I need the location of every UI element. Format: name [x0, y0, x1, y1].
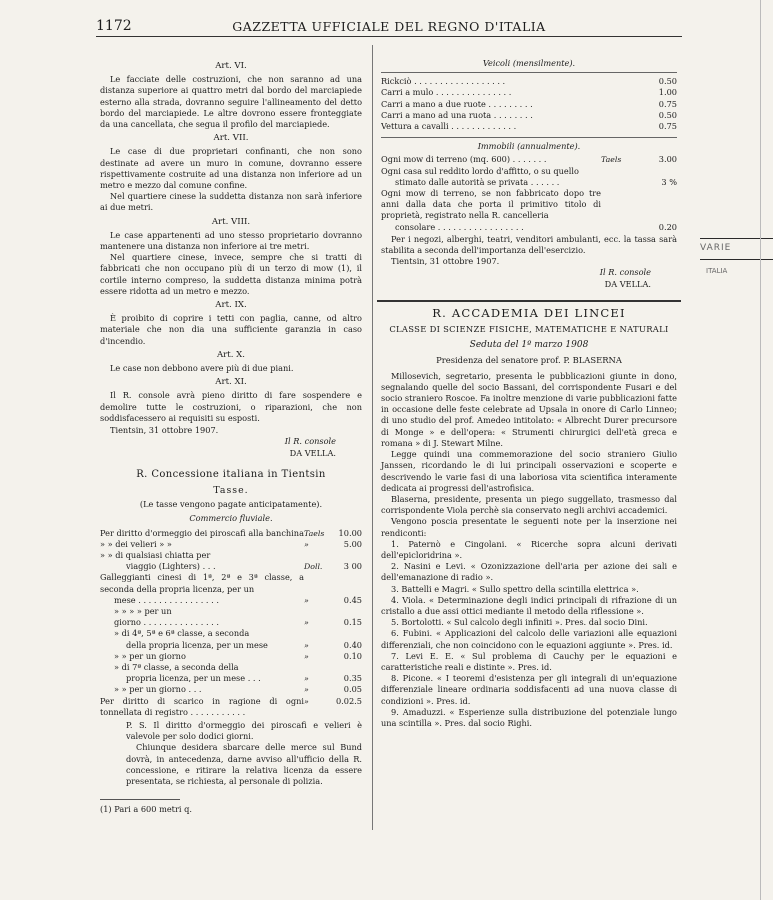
academy-note-item: 8. Picone. « I teoremi d'esistenza per gli integrali di un'equazione differenziale lineare ordinaria soddisfacenti ad una nuova classe di condizioni ». Pres. id. — [381, 673, 677, 706]
fee-row — [100, 561, 362, 572]
article-9-text: È proibito di coprire i tetti con paglia, canne, od altro materiale che non dia una sufficiente garanzia in caso d'incendio. — [100, 313, 362, 346]
academy-class: CLASSE DI SCIENZE FISICHE, MATEMATICHE E NATURALI — [389, 324, 669, 335]
fee-unit: » — [304, 674, 309, 684]
fee-value: 10.00 — [338, 527, 362, 538]
academy-para-3: Blaserna, presidente, presenta un piego suggellato, trasmesso dal corrispondente Viola perchè sia conservato negli archivi accademici. — [381, 493, 677, 516]
footnote: (1) Pari a 600 metri q. — [100, 804, 192, 815]
fee-value: 0.02.5 — [335, 695, 362, 706]
fee-unit: » — [304, 618, 309, 628]
notes-list — [381, 539, 677, 729]
fee-label: giorno . . . . . . . . . . . . . . . — [114, 617, 219, 628]
fee-label: » » di qualsiasi chiatta per — [100, 549, 211, 560]
immobili-label: Ogni casa sul reddito lordo d'affitto, o su quello — [381, 165, 579, 176]
fee-label: » » per un giorno . . . — [114, 684, 202, 695]
left-column — [100, 58, 362, 815]
immobili-value: 3.00 — [658, 154, 677, 165]
signature-name: DA VELLA. — [289, 447, 336, 458]
fee-unit: » — [304, 696, 309, 706]
fee-row — [100, 595, 362, 606]
fee-value: 0.40 — [343, 639, 362, 650]
veicoli-title: Veicoli (mensilmente). — [482, 58, 576, 68]
fee-row — [100, 606, 362, 617]
immobili-row — [381, 154, 677, 165]
academy-note-item: 7. Levi E. E. « Sul problema di Cauchy per le equazioni e caratteristiche reali e distinte ». Pres. id. — [381, 650, 677, 672]
right-column — [381, 58, 677, 729]
fee-label: » » per un giorno — [114, 650, 186, 661]
vehicle-label: Carri a mano a due ruote . . . . . . . . . — [381, 98, 533, 109]
fee-value: 0.10 — [343, 650, 362, 661]
immobili-label: consolare . . . . . . . . . . . . . . . . . — [395, 221, 524, 232]
fee-label: della propria licenza, per un mese — [126, 639, 268, 650]
fee-value: 0.05 — [343, 684, 362, 695]
fee-label: Per diritto di scarico in ragione di ogni tonnellata di registro . . . . . . . . . . . — [100, 695, 304, 717]
vehicle-row — [381, 110, 677, 121]
vehicle-value: 0.50 — [658, 109, 677, 120]
fee-label: Per diritto d'ormeggio dei piroscafi alla banchina — [100, 527, 304, 538]
academy-para-1: Millosevich, segretario, presenta le pubblicazioni giunte in dono, segnalando quelle del socio Bassani, del corrispondente Fusari e del socio straniero Roscoe. Fa inoltre menzione di varie pubblicazioni fatte in occasione delle feste celebrate ad Upsala in onore di Carlo Linneo; di uno studio del prof. Amedeo intitolato: « Albrecht Durer precursore di Monge » e dell'opera: « Strumenti chirurgici dell'età greca e romana » di J. Stewart Milne. — [381, 370, 677, 448]
article-8-text-1: Le case appartenenti ad uno stesso proprietario dovranno mantenere una distanza non inferiore ai tre metri. — [100, 229, 362, 252]
fee-unit: Doll. — [304, 562, 323, 572]
vehicle-value: 0.50 — [658, 76, 677, 87]
article-6-text: Le facciate delle costruzioni, che non saranno ad una distanza superiore ai quattro metri dal bordo del marciapiede esterno alla strada, dovranno seguire l'allineamento del detto bordo del marciapiede. Le altre dovrono essere fronteggiate da una cancellata, che segua il profilo del marciapiede. — [100, 74, 362, 130]
vehicle-row — [381, 87, 677, 98]
fee-row — [100, 696, 362, 718]
edge-fragment-italia: ITALIA — [706, 267, 728, 275]
academy-para-2: Legge quindi una commemorazione del socio straniero Giulio Janssen, ricordando le di lui principali osservazioni e scoperte e descrivendo le varie fasi di una laboriosa vita scientifica interamente dedicata ai progressi dell'astrofisica. — [381, 449, 677, 493]
fee-unit: » — [304, 640, 309, 650]
fee-table — [100, 528, 362, 718]
fee-unit: » — [304, 539, 309, 549]
immobili-row — [381, 166, 677, 177]
page-fold — [760, 0, 761, 900]
vehicle-table — [381, 76, 677, 132]
edge-rule-2 — [700, 259, 773, 260]
fee-unit: » — [304, 651, 309, 661]
immobili-label: Ogni mow di terreno, se non fabbricato dopo tre anni dalla data che porta il primitivo titolo di proprietà, registrato nella R. cancelleria — [381, 188, 601, 221]
right-place-date: Tientsin, 31 ottobre 1907. — [391, 256, 500, 267]
immobili-row — [381, 177, 677, 188]
page-number: 1172 — [96, 18, 132, 34]
fee-label: » » dei velieri » » — [100, 538, 172, 549]
negozi-note: Per i negozi, alberghi, teatri, venditori ambulanti, ecc. la tassa sarà stabilita a seconda dell'importanza dell'esercizio. — [381, 233, 677, 256]
fee-row — [100, 684, 362, 695]
header-rule — [96, 36, 682, 37]
vehicle-row — [381, 99, 677, 110]
fee-row — [100, 628, 362, 639]
academy-note-item: 9. Amaduzzi. « Esperienze sulla distribuzione del potenziale lungo una scintilla ». Pres. dal socio Righi. — [381, 706, 677, 728]
immobili-label: Ogni mow di terreno (mq. 600) . . . . . . . — [381, 154, 547, 165]
fee-label: » » » » per un — [114, 605, 172, 616]
fee-label: propria licenza, per un mese . . . — [126, 673, 261, 684]
page-header — [96, 16, 682, 38]
section-title: R. Concessione italiana in Tientsin — [136, 468, 326, 480]
academy-note-item: 1. Paternò e Cingolani. « Ricerche sopra alcuni derivati dell'epicloridrina ». — [381, 538, 677, 560]
vehicle-value: 1.00 — [658, 87, 677, 98]
article-7-text-2: Nel quartiere cinese la suddetta distanza non sarà inferiore ai due metri. — [100, 191, 362, 213]
fee-label: » di 4ª, 5ª e 6ª classe, a seconda — [114, 628, 250, 639]
fee-row — [100, 550, 362, 561]
vehicle-row — [381, 76, 677, 87]
edge-fragment-varie: VARIE — [700, 243, 732, 253]
vehicle-label: Carri a mano ad una ruota . . . . . . . . — [381, 109, 533, 120]
academy-note-item: 6. Fubini. « Applicazioni del calcolo delle variazioni alle equazioni differenziali, che non coincidono con le equazioni aggiunte ». Pres. id. — [381, 628, 677, 650]
fee-row — [100, 673, 362, 684]
article-10-text: Le case non debbono avere più di due piani. — [110, 363, 294, 374]
article-8-text-2: Nel quartiere cinese, invece, sempre che si tratti di fabbricati che non occupano più di un terzo di mow (1), il cortile interno compreso, la suddetta distanza minima potrà essere ridotta ad un metro e mezzo. — [100, 252, 362, 296]
place-date: Tientsin, 31 ottobre 1907. — [110, 425, 219, 436]
signature-role: Il R. console — [284, 436, 336, 447]
fee-value: 5.00 — [343, 538, 362, 549]
fee-row — [100, 662, 362, 673]
academy-note-item: 3. Battelli e Magri. « Sullo spettro della scintilla elettrica ». — [391, 583, 639, 594]
vehicle-label: Vettura a cavalli . . . . . . . . . . . . . — [381, 121, 517, 132]
commercio-title: Commercio fluviale. — [189, 513, 273, 524]
footnote-rule — [100, 799, 180, 800]
immobili-title: Immobili (annualmente). — [477, 141, 581, 152]
column-divider — [372, 45, 373, 830]
academy-note-item: 5. Bortolotti. « Sul calcolo degli infiniti ». Pres. dal socio Dini. — [391, 617, 648, 628]
immobili-unit: Taels — [601, 155, 622, 165]
immobili-row — [381, 222, 677, 233]
vehicle-value: 0.75 — [658, 121, 677, 132]
right-signature-name: DA VELLA. — [604, 278, 651, 289]
fee-row — [100, 651, 362, 662]
fee-label: » di 7ª classe, a seconda della — [114, 661, 239, 672]
article-11-text: Il R. console avrà pieno diritto di fare sospendere e demolire tutte le costruzioni, o riparazioni, che non soddisfacessero ai requisiti su esposti. — [100, 390, 362, 423]
immobili-value: 0.20 — [658, 221, 677, 232]
ps-note: P. S. Il diritto d'ormeggio dei piroscafi e velieri è valevole per solo dodici giorni. — [126, 719, 362, 742]
article-11-title: Art. XI. — [215, 377, 247, 388]
fee-label: mese . . . . . . . . . . . . . . . . — [114, 594, 219, 605]
fee-row — [100, 528, 362, 539]
session-date: Seduta del 1º marzo 1908 — [469, 340, 589, 351]
fee-label: viaggio (Lighters) . . . — [126, 561, 216, 572]
article-8-title: Art. VIII. — [211, 216, 251, 227]
article-9-title: Art. IX. — [215, 300, 247, 311]
academy-title: R. ACCADEMIA DEI LINCEI — [432, 305, 626, 320]
vehicle-label: Carri a mulo . . . . . . . . . . . . . . . — [381, 87, 512, 98]
article-10-title: Art. X. — [216, 349, 246, 360]
fee-row — [100, 572, 362, 594]
fee-value: 3 00 — [343, 561, 362, 572]
fee-row — [100, 617, 362, 628]
academy-note-item: 2. Nasini e Levi. « Ozonizzazione dell'aria per azione dei sali e dell'emanazione di radio ». — [381, 561, 677, 583]
fee-unit: » — [304, 595, 309, 605]
right-signature-role: Il R. console — [599, 267, 651, 278]
article-6-title: Art. VI. — [215, 61, 247, 71]
fee-unit: » — [304, 685, 309, 695]
article-7-text-1: Le case di due proprietari confinanti, che non sono destinate ad avere un muro in comune, dovranno essere rispettivamente costruite ad una distanza non inferiore ad un metro e mezzo dal comune confine. — [100, 146, 362, 191]
fee-label: Galleggianti cinesi di 1ª, 2ª e 3ª classe, a seconda della propria licenza, per un — [100, 572, 304, 594]
immobili-table — [381, 154, 677, 232]
edge-rule-1 — [700, 238, 773, 239]
vehicle-label: Rickciò . . . . . . . . . . . . . . . . . . — [381, 76, 506, 87]
newspaper-title: GAZZETTA UFFICIALE DEL REGNO D'ITALIA — [232, 19, 546, 34]
immobili-value: 3 % — [661, 176, 677, 187]
academy-para-4: Vengono poscia presentate le seguenti note per la inserzione nei rendiconti: — [381, 516, 677, 538]
academy-note-item: 4. Viola. « Determinazione degli indici principali di rifrazione di un cristallo a due assi ottici mediante il metodo della riflessione ». — [381, 594, 677, 616]
academy-rule — [377, 300, 681, 302]
fee-value: 0.35 — [343, 673, 362, 684]
presidency: Presidenza del senatore prof. P. BLASERNA — [436, 355, 622, 366]
fee-row — [100, 640, 362, 651]
ps-note-2: Chiunque desidera sbarcare delle merce sul Bund dovrà, in antecedenza, darne avviso all'ufficio della R. concessione, e ritirare la relativa licenza da essere presentata, se richiesta, al personale di polizia. — [126, 742, 362, 786]
article-7-title: Art. VII. — [213, 133, 249, 144]
fee-value: 0.45 — [343, 594, 362, 605]
immobili-rule — [381, 137, 677, 138]
tasse-title: Tasse. — [213, 484, 249, 496]
immobili-label: stimato dalle autorità se privata . . . . . . — [395, 176, 560, 187]
vehicle-value: 0.75 — [658, 98, 677, 109]
vehicle-row — [381, 121, 677, 132]
fee-unit: Taels — [304, 528, 325, 538]
fee-row — [100, 539, 362, 550]
tasse-note: (Le tasse vengono pagate anticipatamente). — [139, 499, 323, 510]
immobili-row — [381, 188, 677, 222]
fee-value: 0.15 — [343, 617, 362, 628]
veicoli-rule — [381, 72, 677, 73]
